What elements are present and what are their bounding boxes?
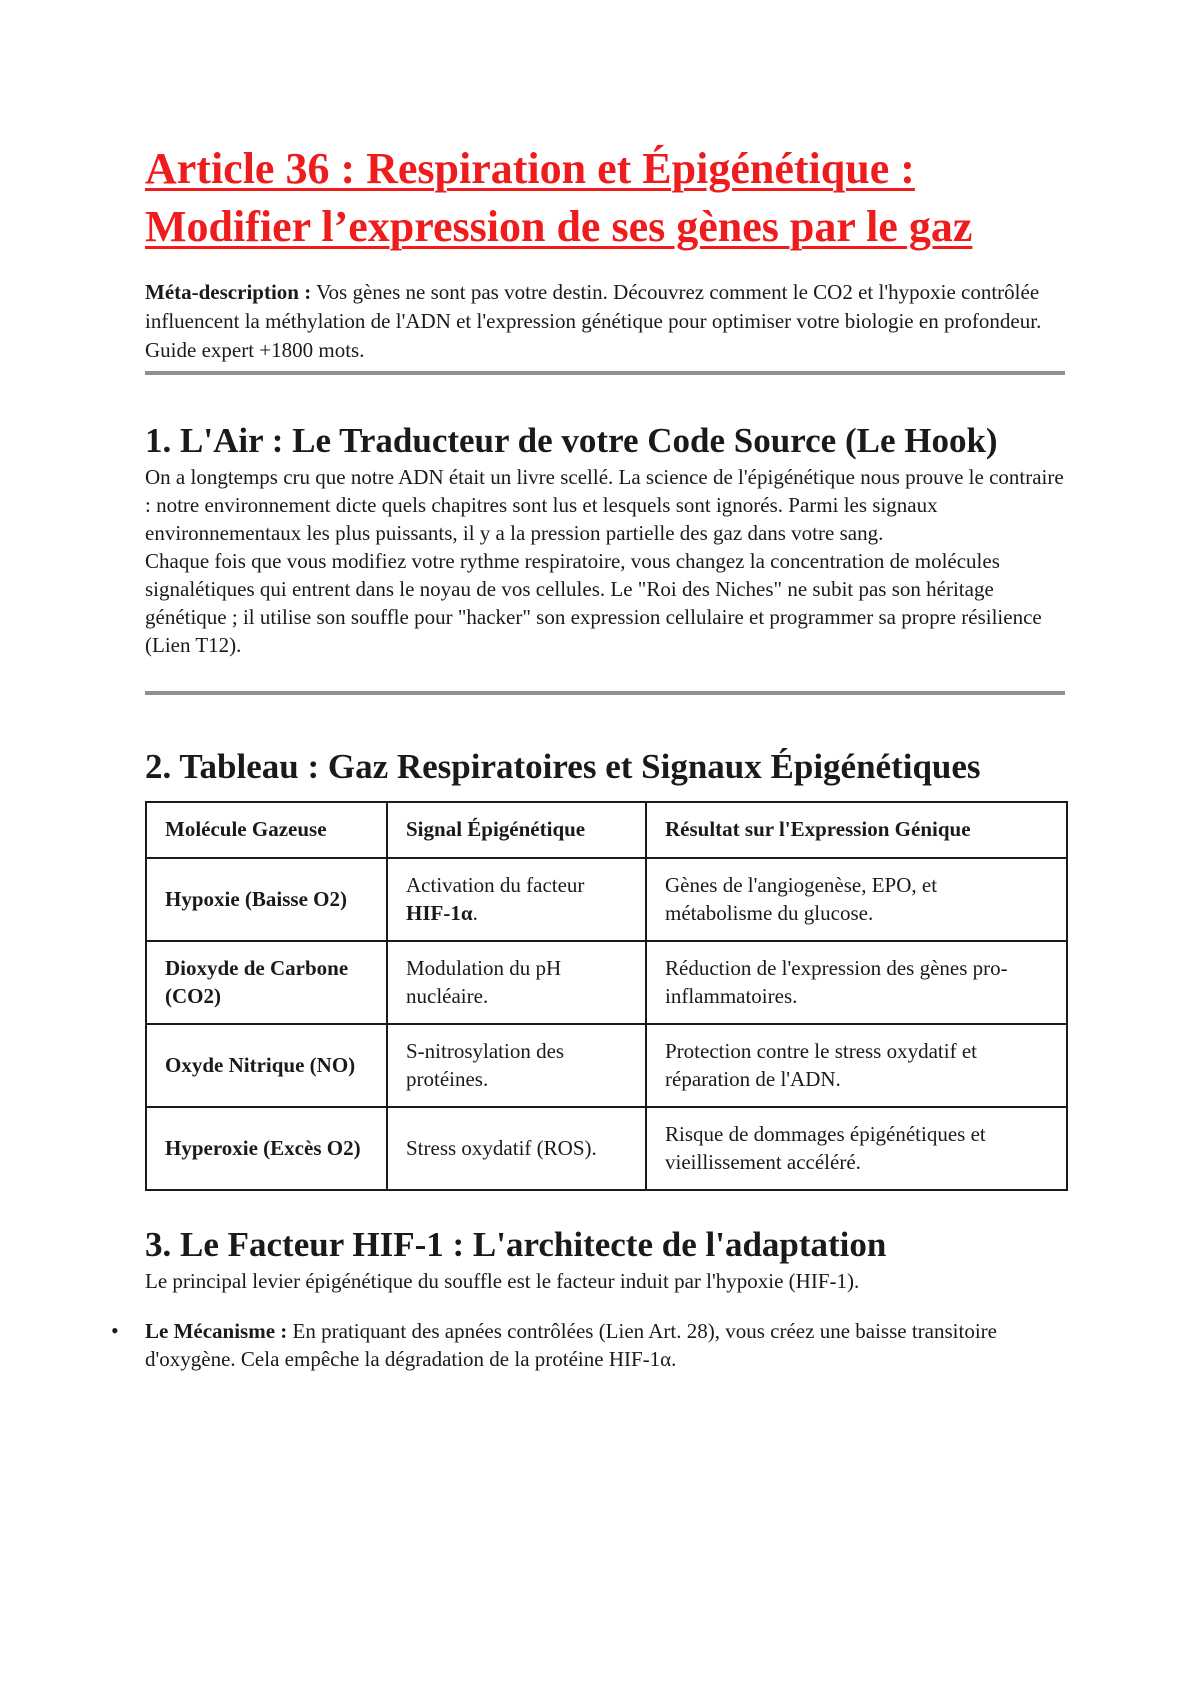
list-item-text: En pratiquant des apnées contrôlées (Lien Art. 28), vous créez une baisse transitoire d'oxygène. Cela empêche la dégradation de la protéine HIF-1α. xyxy=(145,1319,997,1371)
table-header-row xyxy=(146,802,1067,858)
signal-suffix: . xyxy=(472,900,478,925)
section-1-paragraph-2: Chaque fois que vous modifiez votre rythme respiratoire, vous changez la concentration de molécules signalétiques qui entrent dans le noyau de vos cellules. Le "Roi des Niches" ne subit pas son héritage génétique ; il utilise son souffle pour "hacker" son expression cellulaire et programmer sa propre résilience (Lien T12). xyxy=(145,549,1042,657)
table-cell-signal xyxy=(387,858,646,941)
table-cell-molecule: Oxyde Nitrique (NO) xyxy=(146,1024,387,1107)
horizontal-rule xyxy=(145,371,1065,375)
table-cell-result: Réduction de l'expression des gènes pro-inflammatoires. xyxy=(646,941,1067,1024)
meta-description-text: Vos gènes ne sont pas votre destin. Découvrez comment le CO2 et l'hypoxie contrôlée influencent la méthylation de l'ADN et l'expression génétique pour optimiser votre biologie en profondeur. Guide expert +1800 mots. xyxy=(145,280,1042,362)
section-1-paragraph-1: On a longtemps cru que notre ADN était un livre scellé. La science de l'épigénétique nous prouve le contraire : notre environnement dicte quels chapitres sont lus et lesquels sont ignorés. Parmi les signaux environnementaux les plus puissants, il y a la pression partielle des gaz dans votre sang. xyxy=(145,465,1064,545)
table-cell-result: Gènes de l'angiogenèse, EPO, et métabolisme du glucose. xyxy=(646,858,1067,941)
article-title-line-2: Modifier l’expression de ses gènes par le gaz xyxy=(145,202,973,251)
table-cell-signal: Modulation du pH nucléaire. xyxy=(387,941,646,1024)
meta-description-label: Méta-description : xyxy=(145,280,312,304)
list-item xyxy=(111,1317,1065,1373)
table-cell-molecule: Hyperoxie (Excès O2) xyxy=(146,1107,387,1190)
table-cell-molecule: Hypoxie (Baisse O2) xyxy=(146,858,387,941)
table-header-cell: Signal Épigénétique xyxy=(387,802,646,858)
article-title xyxy=(145,140,1065,256)
document-content xyxy=(111,140,1065,1373)
signal-emphasis: HIF-1α xyxy=(406,900,473,925)
horizontal-rule xyxy=(145,691,1065,695)
table-cell-signal: S-nitrosylation des protéines. xyxy=(387,1024,646,1107)
bullet-icon: • xyxy=(111,1318,119,1343)
table-cell-result: Protection contre le stress oxydatif et réparation de l'ADN. xyxy=(646,1024,1067,1107)
signal-text: Activation du facteur xyxy=(406,872,585,897)
section-3-bullet-list xyxy=(111,1317,1065,1373)
table-header-cell: Résultat sur l'Expression Génique xyxy=(646,802,1067,858)
meta-description xyxy=(145,278,1065,365)
section-2-heading: 2. Tableau : Gaz Respiratoires et Signaux Épigénétiques xyxy=(145,747,981,786)
section-3-paragraph: Le principal levier épigénétique du souffle est le facteur induit par l'hypoxie (HIF-1). xyxy=(145,1269,860,1293)
table-row xyxy=(146,941,1067,1024)
article-title-line-1: Article 36 : Respiration et Épigénétique : xyxy=(145,144,915,193)
table-row xyxy=(146,1107,1067,1190)
table-header-cell: Molécule Gazeuse xyxy=(146,802,387,858)
section-1-heading: 1. L'Air : Le Traducteur de votre Code Source (Le Hook) xyxy=(145,421,998,460)
table-row xyxy=(146,858,1067,941)
table-cell-molecule: Dioxyde de Carbone (CO2) xyxy=(146,941,387,1024)
section-3-heading: 3. Le Facteur HIF-1 : L'architecte de l'adaptation xyxy=(145,1225,887,1264)
table-row xyxy=(146,1024,1067,1107)
table-cell-result: Risque de dommages épigénétiques et vieillissement accéléré. xyxy=(646,1107,1067,1190)
list-item-label: Le Mécanisme : xyxy=(145,1319,288,1343)
gas-signals-table xyxy=(145,801,1068,1191)
table-cell-signal: Stress oxydatif (ROS). xyxy=(387,1107,646,1190)
